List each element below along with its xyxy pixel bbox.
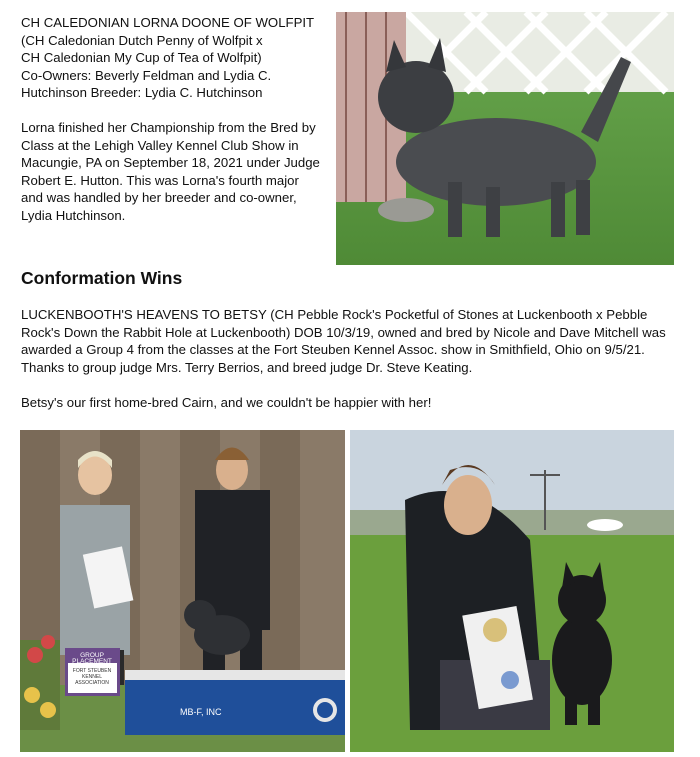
owners-line: Co-Owners: Beverly Feldman and Lydia C. <box>21 67 272 83</box>
sign-line-5: ASSOCIATION <box>75 680 109 686</box>
breeder-line: Hutchinson Breeder: Lydia C. Hutchinson <box>21 85 263 101</box>
betsy-paragraph: LUCKENBOOTH'S HEAVENS TO BETSY (CH Pebble Rock's Pocketful of Stones at Luckenbooth x Pebble Rock's Down the Rabbit Hole at Luckenbooth) DOB 10/3/19, owned and bred by Nicole and Dave Mitchell was awarded a Group 4 from the classes at the Fort Steuben Kennel Assoc. show in Smithfield, Ohio on 9/5/21. Thanks to group judge Mrs. Terry Berrios, and breed judge Dr. Steve Keating. <box>21 307 666 375</box>
sign-line-3: FORT STEUBEN <box>72 668 112 674</box>
section-heading: Conformation Wins <box>21 268 183 288</box>
intro-paragraph: Lorna finished her Championship from the Bred by Class at the Lehigh Valley Kennel Club Show in Macungie, PA on September 18, 2021 under Judge Robert E. Hutton. This was Lorna's fourth major and was handled by her breeder and co-owner, Lydia Hutchinson. <box>21 119 320 223</box>
closing-line: Betsy's our first home-bred Cairn, and we couldn't be happier with her! <box>21 395 432 410</box>
handler-rosette-photo <box>350 430 674 752</box>
sign-line-1: GROUP <box>80 652 104 659</box>
pedigree-line-2: CH Caledonian My Cup of Tea of Wolfpit) <box>21 50 262 66</box>
group-placement-photo <box>20 430 345 752</box>
sign-line-4: KENNEL <box>81 674 103 680</box>
lorna-photo <box>336 12 674 265</box>
sign-line-2: PLACEMENT <box>72 658 112 665</box>
dog-title-line: CH CALEDONIAN LORNA DOONE OF WOLFPIT <box>21 15 315 30</box>
podium-banner-text: MB-F, INC <box>180 707 222 717</box>
intro-block <box>21 14 321 225</box>
pedigree-line-1: (CH Caledonian Dutch Penny of Wolfpit x <box>21 32 263 48</box>
